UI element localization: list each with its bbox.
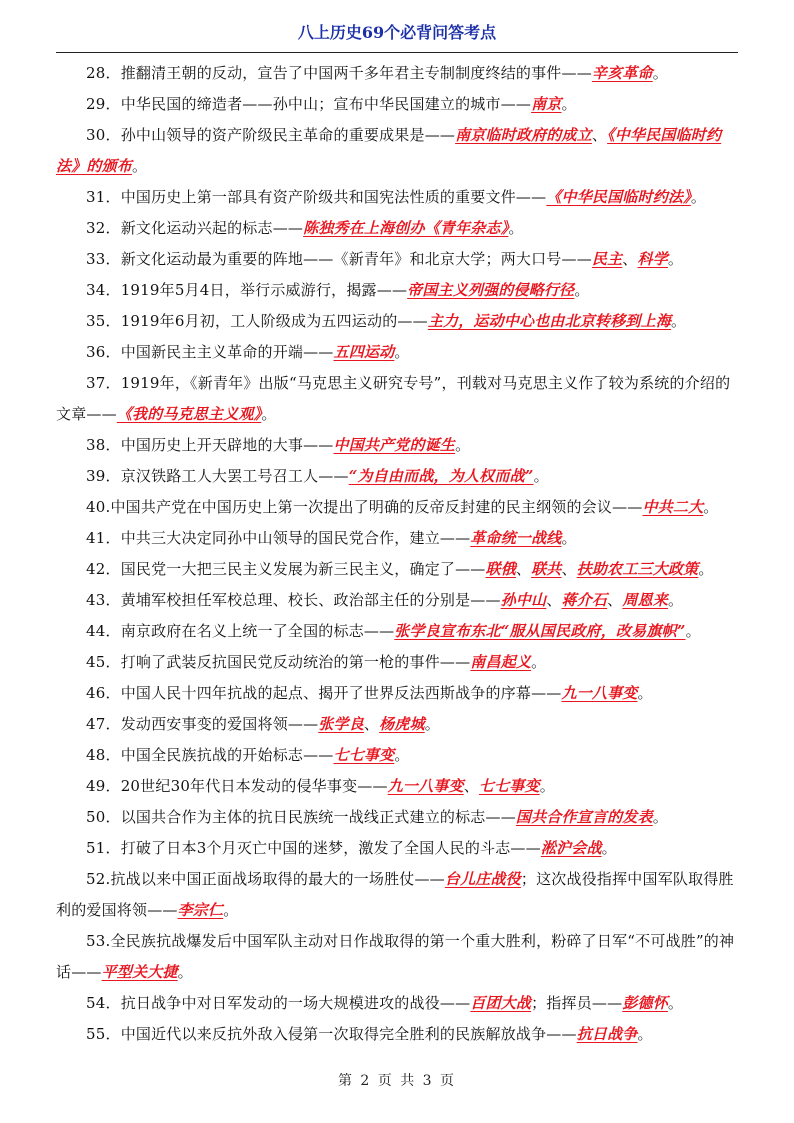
- question-text: 。: [394, 343, 410, 361]
- answer-text: 五四运动: [333, 343, 395, 361]
- answer-text: 扶助农工三大政策: [576, 560, 699, 578]
- question-number: 31．: [86, 188, 121, 206]
- question-text: 。: [394, 746, 410, 764]
- question-number: 39．: [86, 467, 121, 485]
- question-text: 新文化运动最为重要的阵地——《新青年》和北京大学；两大口号——: [120, 250, 592, 268]
- question-text: 京汉铁路工人大罢工号召工人——: [120, 467, 349, 485]
- answer-text: 孙中山: [500, 591, 547, 609]
- question-text: 中华民国的缔造者——孙中山；宣布中华民国建立的城市——: [120, 95, 532, 113]
- question-item: [56, 89, 738, 120]
- question-number: 53.: [86, 932, 111, 950]
- question-text: 推翻清王朝的反动，宣告了中国两千多年君主专制制度终结的事件——: [120, 64, 592, 82]
- answer-text: 民主: [591, 250, 623, 268]
- question-number: 48．: [86, 746, 121, 764]
- answer-text: 帝国主义列强的侵略行径: [407, 281, 575, 299]
- answer-text: 《中华民国临时约法》: [546, 188, 691, 206]
- question-item: [56, 678, 738, 709]
- question-text: 1919年，《新青年》出版“马克思主义研究专号”，刊载对马克思主义作了较为系统的介绍的文章——: [56, 374, 731, 423]
- answer-text: 张学良宣布东北“服从国民政府，改易旗帜”: [394, 622, 686, 640]
- question-number: 34．: [86, 281, 121, 299]
- question-text: 。: [690, 188, 707, 206]
- question-text: 。: [698, 560, 714, 578]
- question-text: 打响了武装反抗国民党反动统治的第一枪的事件——: [120, 653, 471, 671]
- answer-text: 平型关大捷: [101, 963, 178, 981]
- answer-text: 淞沪会战: [540, 839, 602, 857]
- question-item: [56, 244, 738, 275]
- answer-text: 周恩来: [622, 591, 668, 609]
- question-item: [56, 492, 738, 523]
- answer-text: 台儿庄战役: [444, 870, 521, 888]
- answer-text: 南京: [531, 95, 562, 113]
- question-item: [56, 647, 738, 678]
- question-item: [56, 926, 738, 988]
- question-text: 。: [667, 591, 684, 609]
- document-title: 八上历史69个必背问答考点: [297, 23, 497, 42]
- question-text: 打破了日本3个月灭亡中国的迷梦，激发了全国人民的斗志——: [120, 839, 541, 857]
- question-item: [56, 461, 738, 492]
- question-number: 35．: [86, 312, 121, 330]
- question-text: 。: [531, 653, 547, 671]
- question-number: 40.: [86, 498, 111, 516]
- question-text: 、: [622, 250, 638, 268]
- question-text: 1919年5月4日，举行示威游行，揭露——: [120, 281, 408, 299]
- question-number: 46．: [86, 684, 121, 702]
- answer-text: 七七事变: [478, 777, 540, 795]
- question-number: 43．: [86, 591, 121, 609]
- question-text: 20世纪30年代日本发动的侵华事变——: [120, 777, 388, 795]
- question-text: ；指挥员——: [531, 994, 623, 1012]
- question-text: 。: [667, 250, 684, 268]
- question-item: [56, 740, 738, 771]
- answer-text: 主力，运动中心也由北京转移到上海: [427, 312, 672, 330]
- question-item: [56, 554, 738, 585]
- answer-text: 百团大战: [470, 994, 532, 1012]
- answer-text: 蒋介石: [561, 591, 608, 609]
- question-text: 全民族抗战爆发后中国军队主动对日作战取得的第一个重大胜利，粉碎了日军“不可战胜”的神话——: [56, 932, 735, 981]
- question-text: 。: [574, 281, 590, 299]
- question-number: 44．: [86, 622, 121, 640]
- question-text: 。: [685, 622, 701, 640]
- question-text: 。: [539, 777, 555, 795]
- question-text: 黄埔军校担任军校总理、校长、政治部主任的分别是——: [120, 591, 501, 609]
- question-number: 47．: [86, 715, 121, 733]
- question-item: [56, 585, 738, 616]
- answer-text: 中共二大: [642, 498, 704, 516]
- question-text: 。: [652, 808, 668, 826]
- question-text: 孙中山领导的资产阶级民主革命的重要成果是——: [120, 126, 456, 144]
- question-item: [56, 1019, 738, 1050]
- question-text: 中国全民族抗战的开始标志——: [120, 746, 334, 764]
- question-text: 中国共产党在中国历史上第一次提出了明确的反帝反封建的民主纲领的会议——: [110, 498, 643, 516]
- question-text: 、: [363, 715, 380, 733]
- answer-text: 杨虎城: [379, 715, 425, 733]
- question-item: [56, 430, 738, 461]
- question-text: 。: [703, 498, 719, 516]
- question-text: 、: [607, 591, 623, 609]
- question-item: [56, 988, 738, 1019]
- question-text: 中国人民十四年抗战的起点、揭开了世界反法西斯战争的序幕——: [120, 684, 562, 702]
- question-number: 30．: [86, 126, 121, 144]
- question-item: [56, 120, 738, 182]
- question-item: [56, 802, 738, 833]
- question-number: 37．: [86, 374, 121, 392]
- question-number: 32．: [86, 219, 121, 237]
- question-number: 42．: [86, 560, 121, 578]
- answer-text: 九一八事变: [561, 684, 638, 702]
- answer-text: 《中华民国临时约法》的颁布: [56, 126, 722, 175]
- question-number: 28．: [86, 64, 121, 82]
- question-text: 以国共合作为主体的抗日民族统一战线正式建立的标志——: [120, 808, 516, 826]
- answer-text: 七七事变: [333, 746, 395, 764]
- question-text: 、: [463, 777, 479, 795]
- answer-text: 中国共产党的诞生: [333, 436, 456, 454]
- question-text: 中国近代以来反抗外敌入侵第一次取得完全胜利的民族解放战争——: [120, 1025, 577, 1043]
- page-number: 第 2 页 共 3 页: [337, 1073, 457, 1089]
- answer-text: 联俄: [485, 560, 516, 578]
- question-text: 。: [637, 684, 653, 702]
- question-item: [56, 337, 738, 368]
- question-number: 49．: [86, 777, 121, 795]
- question-text: 。: [223, 901, 239, 919]
- question-text: 。: [637, 1025, 653, 1043]
- question-text: 。: [561, 529, 577, 547]
- question-text: 。: [667, 994, 684, 1012]
- question-item: [56, 58, 738, 89]
- question-item: [56, 616, 738, 647]
- question-number: 33．: [86, 250, 121, 268]
- question-text: 1919年6月初，工人阶级成为五四运动的——: [120, 312, 428, 330]
- question-number: 50．: [86, 808, 121, 826]
- question-item: [56, 709, 738, 740]
- question-item: [56, 523, 738, 554]
- answer-text: 抗日战争: [576, 1025, 638, 1043]
- answer-text: 辛亥革命: [591, 64, 653, 82]
- answer-text: 陈独秀在上海创办《青年杂志》: [303, 219, 509, 237]
- answer-text: 南昌起义: [470, 653, 532, 671]
- question-text: 、: [546, 591, 562, 609]
- question-text: 。: [601, 839, 617, 857]
- answer-text: 革命统一战线: [470, 529, 562, 547]
- question-number: 45．: [86, 653, 121, 671]
- answer-text: 南京临时政府的成立: [455, 126, 592, 144]
- question-text: 南京政府在名义上统一了全国的标志——: [120, 622, 395, 640]
- question-text: 。: [177, 963, 193, 981]
- question-text: 新文化运动兴起的标志——: [120, 219, 304, 237]
- question-number: 54．: [86, 994, 121, 1012]
- question-item: [56, 833, 738, 864]
- question-text: 。: [533, 467, 549, 485]
- question-text: 中共三大决定同孙中山领导的国民党合作，建立——: [120, 529, 471, 547]
- answer-text: 张学良: [318, 715, 364, 733]
- question-number: 55．: [86, 1025, 121, 1043]
- question-text: 抗日战争中对日军发动的一场大规模进攻的战役——: [120, 994, 471, 1012]
- answer-text: 李宗仁: [177, 901, 224, 919]
- answer-text: 彭德怀: [622, 994, 668, 1012]
- page-header: [56, 18, 738, 53]
- question-text: 国民党一大把三民主义发展为新三民主义，确定了——: [120, 560, 486, 578]
- question-text: 。: [508, 219, 524, 237]
- question-item: [56, 213, 738, 244]
- question-item: [56, 306, 738, 337]
- question-number: 41．: [86, 529, 121, 547]
- question-text: 中国历史上开天辟地的大事——: [120, 436, 334, 454]
- question-text: ；这次战役指挥中国军队取得胜利的爱国将领——: [56, 870, 734, 919]
- question-text: 抗战以来中国正面战场取得的最大的一场胜仗——: [110, 870, 445, 888]
- question-item: [56, 182, 738, 213]
- page-footer: [0, 1070, 794, 1090]
- question-number: 52.: [86, 870, 111, 888]
- question-text: 。: [671, 312, 687, 330]
- question-text: 、: [591, 126, 608, 144]
- question-text: 中国历史上第一部具有资产阶级共和国宪法性质的重要文件——: [120, 188, 547, 206]
- question-text: 、: [561, 560, 577, 578]
- question-text: 、: [515, 560, 532, 578]
- question-text: 。: [261, 405, 277, 423]
- question-list: [56, 58, 738, 1050]
- question-text: 。: [424, 715, 440, 733]
- question-text: 发动西安事变的爱国将领——: [120, 715, 319, 733]
- question-item: [56, 368, 738, 430]
- answer-text: 联共: [531, 560, 562, 578]
- answer-text: 科学: [637, 250, 668, 268]
- question-item: [56, 771, 738, 802]
- question-number: 29．: [86, 95, 121, 113]
- question-text: 中国新民主主义革命的开端——: [120, 343, 334, 361]
- question-text: 。: [561, 95, 577, 113]
- question-text: 。: [132, 157, 148, 175]
- answer-text: 国共合作宣言的发表: [515, 808, 653, 826]
- question-text: 。: [652, 64, 668, 82]
- question-item: [56, 864, 738, 926]
- question-number: 36．: [86, 343, 121, 361]
- question-number: 38．: [86, 436, 121, 454]
- question-number: 51．: [86, 839, 121, 857]
- answer-text: 九一八事变: [387, 777, 464, 795]
- question-text: 。: [455, 436, 471, 454]
- answer-text: 《我的马克思主义观》: [116, 405, 262, 423]
- question-item: [56, 275, 738, 306]
- answer-text: “为自由而战，为人权而战”: [348, 467, 534, 485]
